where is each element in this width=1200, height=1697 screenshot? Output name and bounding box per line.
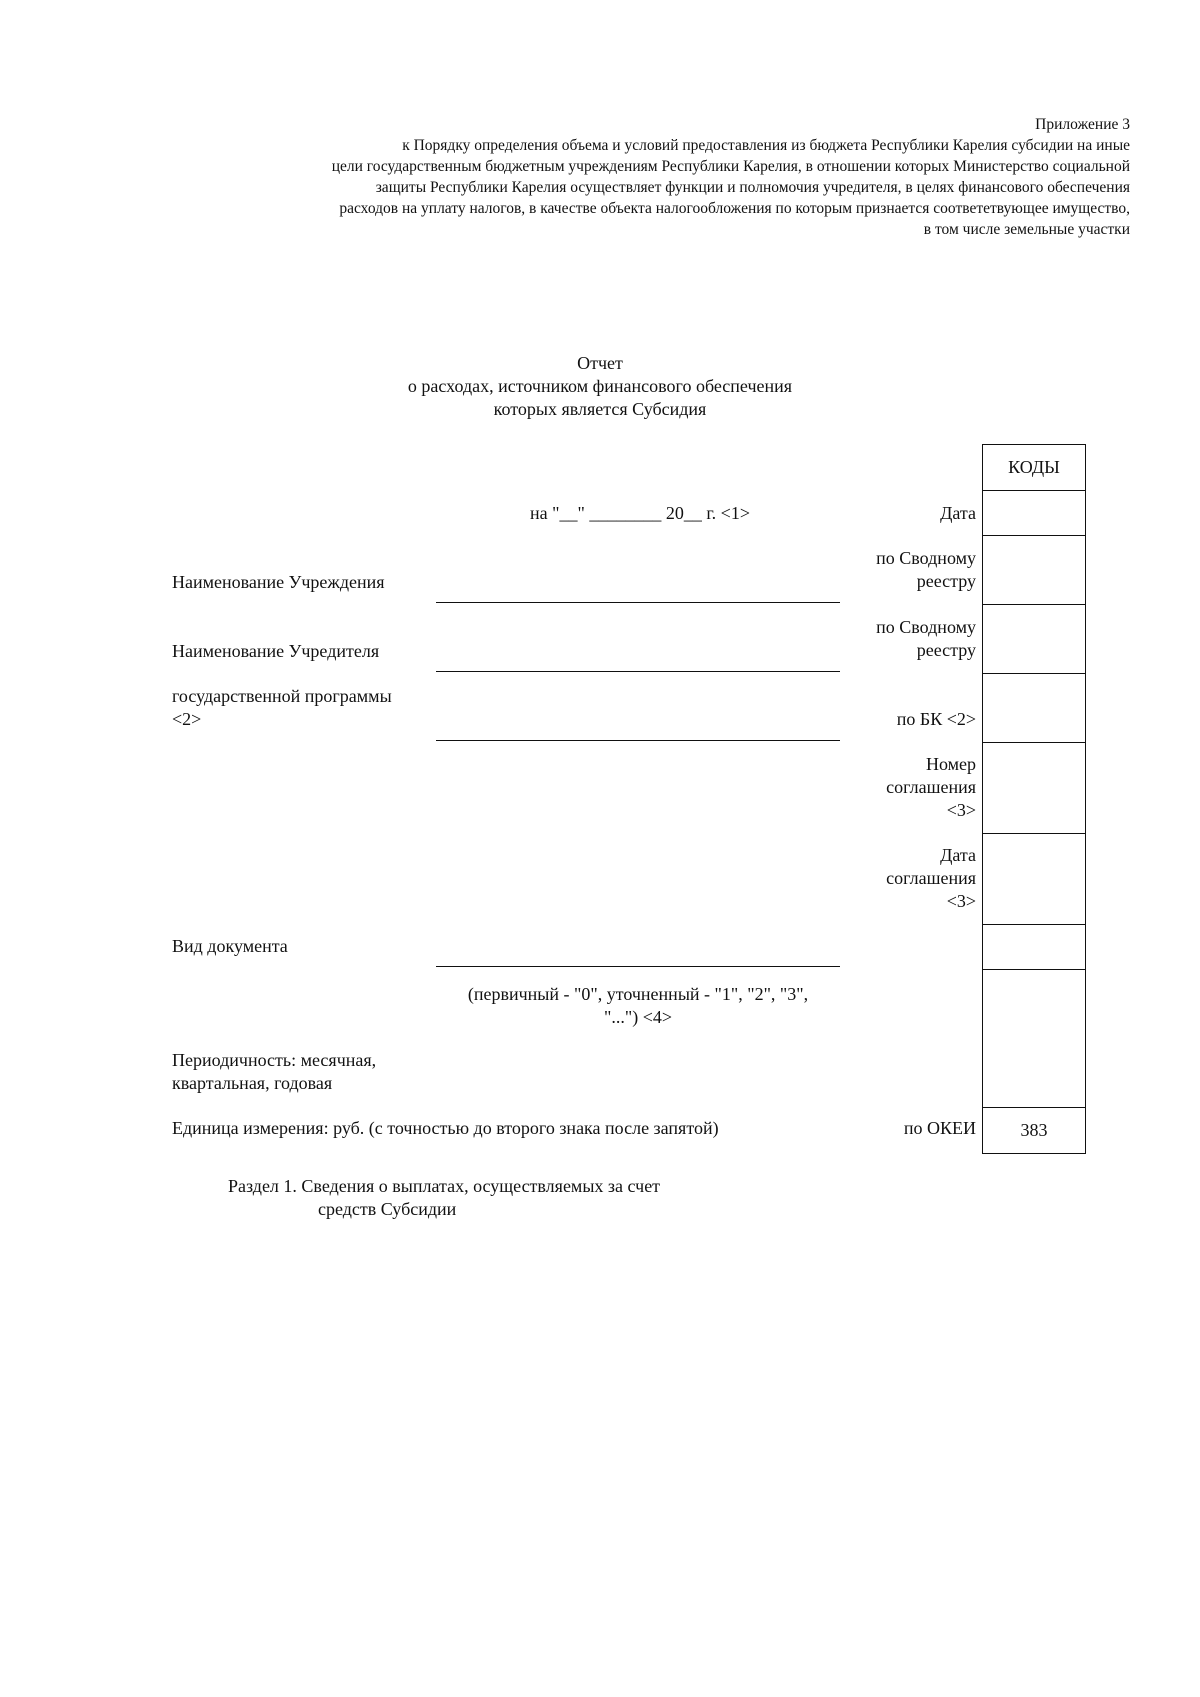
label-okei: по ОКЕИ: [903, 1118, 976, 1138]
hint-text: (первичный - "0", уточненный - "1", "2", "3",: [467, 984, 809, 1004]
label-text: реестру: [916, 640, 976, 660]
code-cell-periodicity[interactable]: [983, 970, 1086, 1108]
founder-field-line[interactable]: [436, 671, 840, 672]
label-program: [172, 685, 392, 731]
label-text: <2>: [172, 709, 202, 729]
program-field-line[interactable]: [436, 740, 840, 741]
label-text: государственной программы: [172, 686, 392, 706]
label-reestr-institution: [836, 547, 976, 593]
label-text: по Сводному: [876, 617, 976, 637]
label-text: соглашения: [886, 868, 976, 888]
label-text: Периодичность: месячная,: [172, 1050, 377, 1070]
label-text: соглашения: [886, 777, 976, 797]
title-line-2: о расходах, источником финансового обеспечения: [407, 376, 793, 396]
code-cell-agreement-number[interactable]: [983, 743, 1086, 834]
appendix-header: [150, 114, 1130, 240]
label-institution: Наименование Учреждения: [172, 572, 385, 592]
section-1-heading: [228, 1175, 660, 1221]
label-doc-type: Вид документа: [172, 936, 288, 956]
label-text: по Сводному: [876, 548, 976, 568]
label-founder: Наименование Учредителя: [172, 641, 380, 661]
code-cell-reestr-institution[interactable]: [983, 536, 1086, 605]
code-cell-doc-type[interactable]: [983, 925, 1086, 970]
institution-field-line[interactable]: [436, 602, 840, 603]
label-text: квартальная, годовая: [172, 1073, 333, 1093]
code-cell-okei: 383: [983, 1108, 1086, 1154]
code-cell-reestr-founder[interactable]: [983, 605, 1086, 674]
code-cell-date[interactable]: [983, 491, 1086, 536]
label-reestr-founder: [836, 616, 976, 662]
appendix-line: к Порядку определения объема и условий предоставления из бюджета Республики Карелия субсидии на иные: [402, 137, 1130, 154]
appendix-line: в том числе земельные участки: [923, 221, 1130, 238]
doc-type-field-line[interactable]: [436, 966, 840, 967]
appendix-line: Приложение 3: [1035, 116, 1130, 133]
label-text: реестру: [916, 571, 976, 591]
label-date: Дата: [940, 503, 976, 523]
doc-type-hint: [436, 983, 840, 1029]
section-text: средств Субсидии: [318, 1199, 457, 1219]
codes-table: [982, 444, 1086, 1154]
label-agreement-number: [836, 753, 976, 822]
appendix-line: защиты Республики Карелия осуществляет функции и полномочия учредителя, в целях финансового обеспечения: [375, 179, 1130, 196]
label-text: Номер: [925, 754, 976, 774]
label-text: <3>: [946, 891, 976, 911]
label-unit: Единица измерения: руб. (с точностью до второго знака после запятой): [172, 1118, 719, 1138]
label-text: <3>: [946, 800, 976, 820]
appendix-line: цели государственным бюджетным учреждениям Республики Карелия, в отношении которых Министерство социальной: [331, 158, 1130, 175]
hint-text: "...") <4>: [604, 1007, 672, 1027]
label-bk: по БК <2>: [896, 709, 976, 729]
appendix-line: расходов на уплату налогов, в качестве объекта налогообложения по которым признается соответетвующее имущество,: [339, 200, 1130, 217]
codes-header: КОДЫ: [983, 445, 1086, 491]
code-cell-agreement-date[interactable]: [983, 834, 1086, 925]
title-line-3: которых является Субсидия: [493, 399, 707, 419]
title-line-1: Отчет: [577, 353, 623, 373]
section-text: Раздел 1. Сведения о выплатах, осуществляемых за счет: [228, 1176, 661, 1196]
report-title: [350, 352, 850, 421]
code-cell-bk[interactable]: [983, 674, 1086, 743]
label-periodicity: [172, 1049, 376, 1095]
label-agreement-date: [836, 844, 976, 913]
label-text: Дата: [940, 845, 976, 865]
date-line: на "__" ________ 20__ г. <1>: [530, 503, 750, 523]
